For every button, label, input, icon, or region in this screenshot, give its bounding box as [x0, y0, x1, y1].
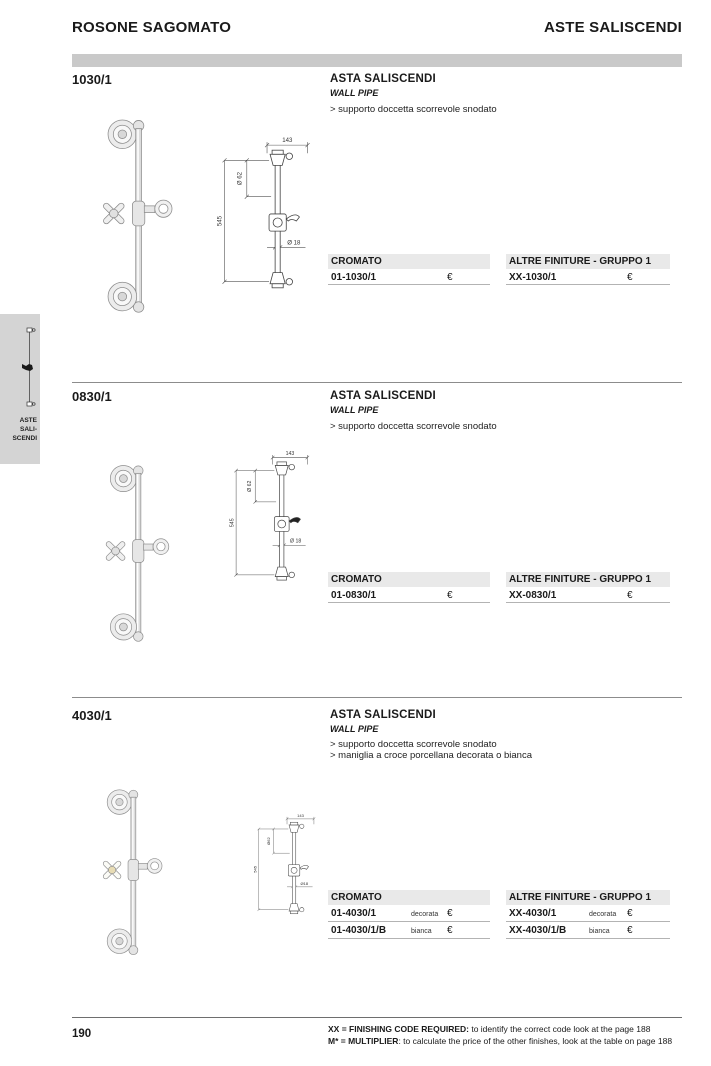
product-subtitle: WALL PIPE: [330, 88, 379, 98]
section-code: 1030/1: [72, 72, 112, 87]
price-table-header: CROMATO: [328, 890, 490, 905]
header-separator-bar: [72, 54, 682, 67]
sidebar-tab-label: [0, 416, 40, 443]
price-cell: €: [627, 272, 633, 283]
price-table-header: CROMATO: [328, 572, 490, 587]
product-code-cell: 01-4030/1/B: [331, 925, 387, 936]
product-photo: [92, 452, 188, 650]
price-cell: €: [627, 590, 633, 601]
dim-flange-label: Ø62: [266, 837, 272, 845]
section-code: 0830/1: [72, 389, 112, 404]
price-cell: €: [447, 590, 453, 601]
footer-notes: [328, 1024, 684, 1047]
price-row: [506, 587, 670, 603]
price-table-cromato: [328, 572, 490, 603]
dim-width-label: 143: [285, 450, 295, 457]
price-cell: €: [627, 925, 633, 936]
dim-height-label: 545: [229, 518, 236, 528]
footer-note-multiplier: [328, 1036, 684, 1048]
product-feature: > maniglia a croce porcellana decorata o bianca: [330, 750, 533, 761]
price-row: [328, 587, 490, 603]
sidebar-rail-icon: [20, 324, 36, 412]
footer-note-rest: : to calculate the price of the other finishes, look at the table on page 188: [398, 1035, 673, 1046]
dim-pipe-label: Ø 18: [287, 240, 301, 247]
technical-drawing: [248, 790, 322, 946]
product-title: ASTA SALISCENDI: [330, 73, 436, 85]
product-code-cell: 01-0830/1: [331, 590, 377, 601]
price-cell: €: [627, 908, 633, 919]
sidebar-tab: [0, 314, 40, 464]
footer-note-bold: XX = FINISHING CODE REQUIRED:: [328, 1024, 469, 1034]
dim-height-label: 545: [252, 865, 258, 873]
product-code-cell: 01-1030/1: [331, 272, 377, 283]
product-photo: [88, 106, 193, 321]
price-row: [506, 922, 670, 939]
sidebar-tab-label-line1: ASTE: [19, 417, 37, 424]
dim-height-label: 545: [217, 215, 224, 227]
product-code-cell: XX-4030/1/B: [509, 925, 567, 936]
product-subtitle: WALL PIPE: [330, 724, 379, 734]
product-code-cell: XX-0830/1: [509, 590, 557, 601]
price-table-altre-finiture: [506, 254, 670, 285]
product-feature: > supporto doccetta scorrevole snodato: [330, 421, 497, 432]
product-title: ASTA SALISCENDI: [330, 709, 436, 721]
price-cell: €: [447, 272, 453, 283]
footer-divider: [72, 1017, 682, 1018]
variant-cell: decorata: [589, 911, 617, 918]
footer-note-finishing-code: [328, 1024, 684, 1036]
dim-flange-label: Ø 62: [237, 171, 244, 186]
price-row: [506, 269, 670, 285]
price-row: [328, 922, 490, 939]
product-subtitle: WALL PIPE: [330, 405, 379, 415]
price-cell: €: [447, 908, 453, 919]
price-table-header: CROMATO: [328, 254, 490, 269]
header-right-title: ASTE SALISCENDI: [543, 19, 682, 36]
sidebar-rail-slider-glyph: [22, 364, 33, 371]
dim-pipe-label: Ø18: [300, 880, 309, 886]
price-row: [328, 269, 490, 285]
price-row: [328, 905, 490, 922]
product-photo: [90, 770, 180, 970]
header-left-title: ROSONE SAGOMATO: [72, 19, 232, 36]
price-table-altre-finiture: [506, 572, 670, 603]
product-title: ASTA SALISCENDI: [330, 390, 436, 402]
product-code-cell: 01-4030/1: [331, 908, 377, 919]
product-feature: > supporto doccetta scorrevole snodato: [330, 739, 497, 750]
variant-cell: decorata: [411, 911, 439, 918]
price-table-cromato: [328, 254, 490, 285]
price-table-header: ALTRE FINITURE - GRUPPO 1: [506, 572, 670, 587]
dim-width-label: 143: [297, 812, 304, 818]
section-code: 4030/1: [72, 708, 112, 723]
section-divider: [72, 697, 682, 698]
product-code-cell: XX-4030/1: [509, 908, 557, 919]
dim-width-label: 143: [282, 138, 293, 145]
section-divider: [72, 382, 682, 383]
sidebar-tab-label-line2: SALI-: [20, 426, 37, 433]
product-feature: > supporto doccetta scorrevole snodato: [330, 104, 497, 115]
dim-pipe-label: Ø 18: [289, 538, 302, 545]
price-table-altre-finiture: [506, 890, 670, 939]
price-table-header: ALTRE FINITURE - GRUPPO 1: [506, 254, 670, 269]
technical-drawing: [222, 448, 318, 594]
footer-note-bold: M* = MULTIPLIER: [328, 1035, 399, 1046]
page-number: 190: [72, 1028, 92, 1040]
product-code-cell: XX-1030/1: [509, 272, 557, 283]
footer-note-rest: to identify the correct code look at the page 188: [468, 1024, 651, 1034]
variant-cell: bianca: [589, 928, 610, 935]
price-row: [506, 905, 670, 922]
sidebar-tab-label-line3: SCENDI: [12, 435, 37, 442]
price-cell: €: [447, 925, 453, 936]
price-table-cromato: [328, 890, 490, 939]
price-table-header: ALTRE FINITURE - GRUPPO 1: [506, 890, 670, 905]
dim-flange-label: Ø 62: [246, 480, 253, 492]
technical-drawing: [208, 134, 320, 304]
variant-cell: bianca: [411, 928, 432, 935]
